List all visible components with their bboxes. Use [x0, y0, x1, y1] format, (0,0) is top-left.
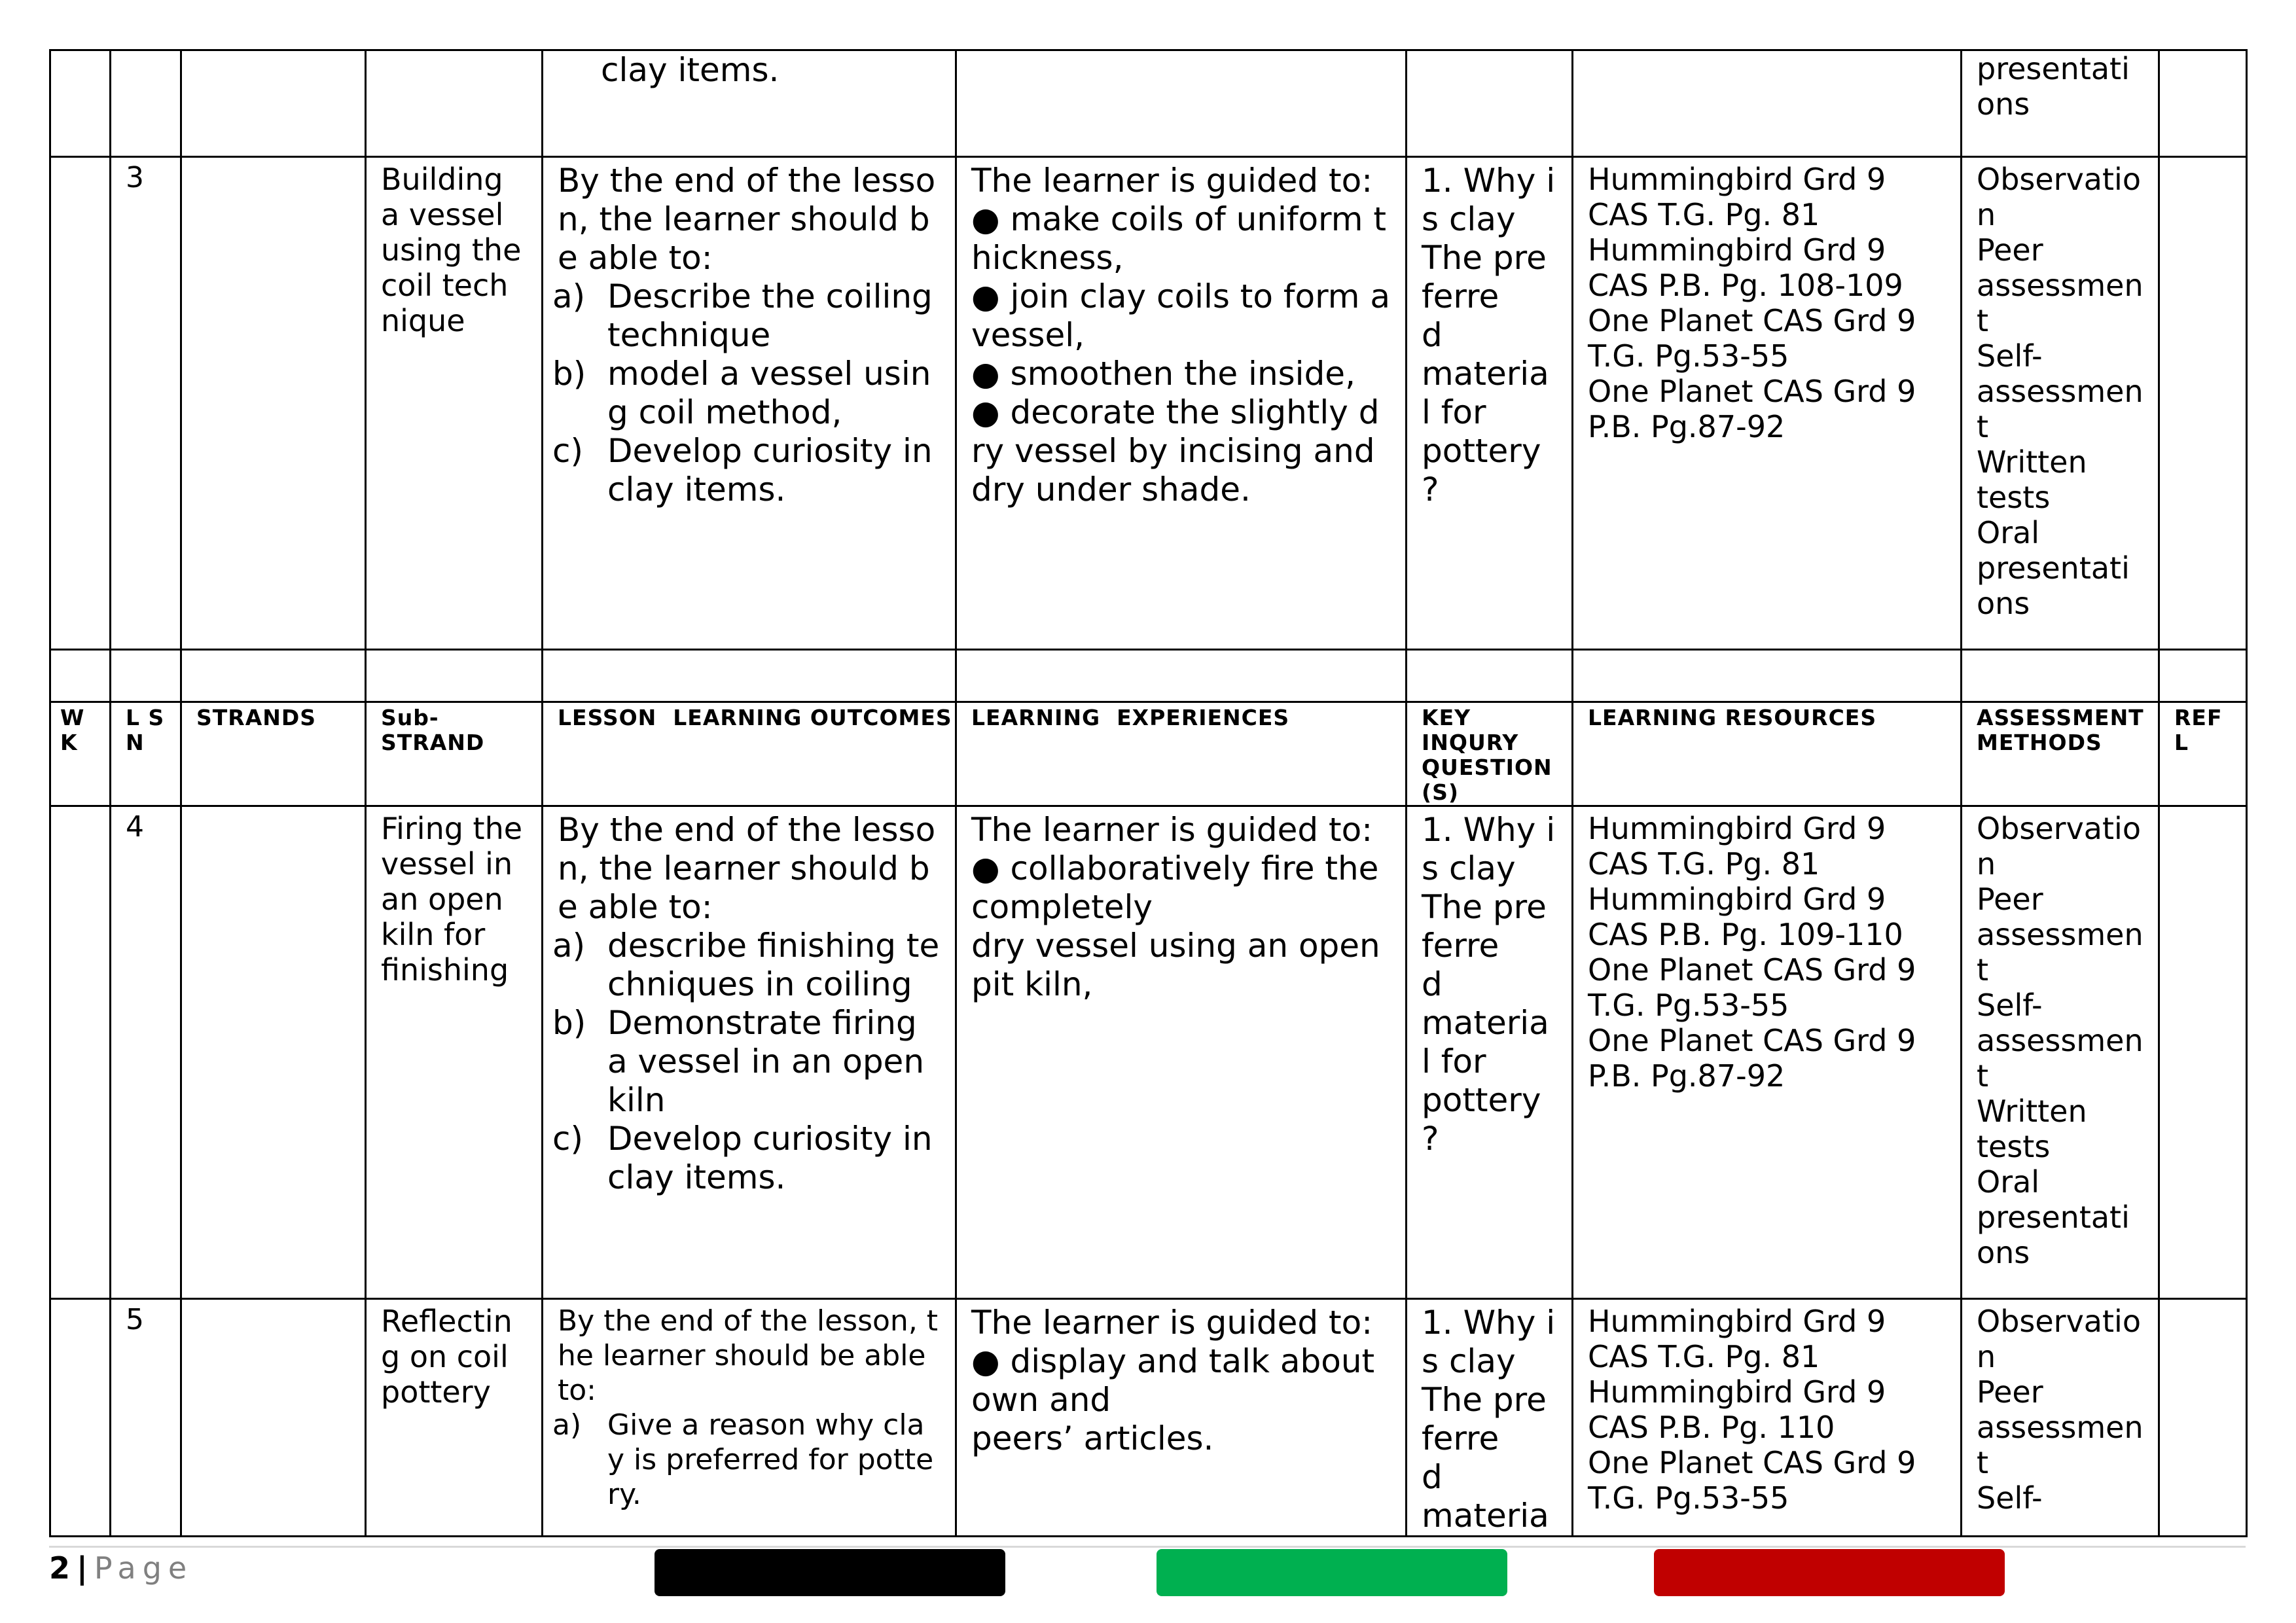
- assessment-methods: Observatio n Peer assessmen t Self- assessmen t Written tests Oral presentati ons: [1962, 806, 2159, 1299]
- lesson-row: [50, 806, 2247, 1299]
- outcome-list: [552, 277, 941, 509]
- learning-experiences: The learner is guided to: ● make coils of uniform thickness, ● join clay coils to form a vessel, ● smoothen the inside, ● decorate the slightly dry vessel by incising and dry under shade.: [956, 157, 1407, 650]
- flag-stripe-green: [1157, 1549, 1507, 1596]
- footer-rule: [49, 1546, 2246, 1548]
- header-wk: W K: [50, 702, 111, 806]
- spacer-row: [50, 650, 2247, 702]
- page-word: Page: [94, 1550, 194, 1586]
- outcome-item: b) Demonstrate firing a vessel in an open kiln: [552, 1004, 925, 1119]
- lesson-number: 5: [111, 1299, 181, 1537]
- header-outcomes: LESSON LEARNING OUTCOMES: [543, 702, 956, 806]
- strand-cell: [181, 1299, 366, 1537]
- header-reflection: REF L: [2159, 702, 2247, 806]
- outcome-item: a) Give a reason why clay is preferred for pottery.: [552, 1408, 934, 1511]
- page-separator: |: [77, 1550, 88, 1586]
- flag-stripe-red: [1654, 1549, 2005, 1596]
- outcome-tail: clay items.: [601, 51, 780, 89]
- reflection-cell: [2159, 157, 2247, 650]
- table-header-row: [50, 702, 2247, 806]
- lesson-number: 4: [111, 806, 181, 1299]
- header-key-question: KEY INQURY QUESTION (S): [1407, 702, 1573, 806]
- learning-experiences: The learner is guided to: ● display and talk about own and peers’ articles.: [956, 1299, 1407, 1537]
- sub-strand: Building a vessel using the coil technique: [366, 157, 543, 650]
- outcome-cell: [543, 50, 956, 157]
- learning-experiences: The learner is guided to: ● collaboratively fire the completely dry vessel using an open pit kiln,: [956, 806, 1407, 1299]
- key-inquiry-question: 1. Why is clay The preferre d materia l for pottery ?: [1407, 806, 1573, 1299]
- flag-stripe-black: [655, 1549, 1005, 1596]
- strand-cell: [181, 806, 366, 1299]
- reflection-cell: [2159, 1299, 2247, 1537]
- assessment-cell: presentati ons: [1962, 50, 2159, 157]
- learning-resources: Hummingbird Grd 9 CAS T.G. Pg. 81 Hummingbird Grd 9 CAS P.B. Pg. 108-109 One Planet CAS Grd 9 T.G. Pg.53-55 One Planet CAS Grd 9 P.B. Pg.87-92: [1573, 157, 1962, 650]
- learning-outcomes: By the end of the lesson, the learner should be able to: a) Describe the coiling technique b) model a vessel using coil method, c) Develop curiosity in clay items.: [543, 157, 956, 650]
- outcome-item: c) Develop curiosity in clay items.: [552, 1120, 933, 1196]
- strand-cell: [181, 157, 366, 650]
- page-number-footer: [49, 1550, 193, 1586]
- outcome-list: [552, 1408, 941, 1512]
- outcome-item: c) Develop curiosity in clay items.: [552, 432, 933, 508]
- lesson-row: [50, 157, 2247, 650]
- assessment-methods: Observatio n Peer assessmen t Self-: [1962, 1299, 2159, 1537]
- sub-strand: Firing the vessel in an open kiln for finishing: [366, 806, 543, 1299]
- header-resources: LEARNING RESOURCES: [1573, 702, 1962, 806]
- lesson-row: [50, 1299, 2247, 1537]
- lesson-number: 3: [111, 157, 181, 650]
- page-number: 2: [49, 1550, 71, 1586]
- header-experiences: LEARNING EXPERIENCES: [956, 702, 1407, 806]
- learning-outcomes: By the end of the lesson, the learner should be able to: a) Give a reason why clay is preferred for pottery.: [543, 1299, 956, 1537]
- outcome-item: b) model a vessel using coil method,: [552, 355, 931, 431]
- assessment-methods: Observatio n Peer assessmen t Self- assessmen t Written tests Oral presentati ons: [1962, 157, 2159, 650]
- key-inquiry-question: 1. Why is clay The preferre d materia: [1407, 1299, 1573, 1537]
- outcome-item: a) describe finishing techniques in coiling: [552, 927, 940, 1003]
- outcome-list: [552, 927, 941, 1197]
- header-strands: STRANDS: [181, 702, 366, 806]
- scheme-of-work-table: [49, 49, 2248, 1537]
- reflection-cell: [2159, 806, 2247, 1299]
- learning-outcomes: By the end of the lesson, the learner should be able to: a) describe finishing techniques in coiling b) Demonstrate firing a vessel in an open kiln c) Develop curiosity in clay items.: [543, 806, 956, 1299]
- header-lsn: L S N: [111, 702, 181, 806]
- sub-strand: Reflecting on coil pottery: [366, 1299, 543, 1537]
- outcome-item: a) Describe the coiling technique: [552, 277, 933, 354]
- continued-row: [50, 50, 2247, 157]
- learning-resources: Hummingbird Grd 9 CAS T.G. Pg. 81 Hummingbird Grd 9 CAS P.B. Pg. 110 One Planet CAS Grd 9 T.G. Pg.53-55: [1573, 1299, 1962, 1537]
- header-assessment: ASSESSMENT METHODS: [1962, 702, 2159, 806]
- header-sub-strand: Sub- STRAND: [366, 702, 543, 806]
- learning-resources: Hummingbird Grd 9 CAS T.G. Pg. 81 Hummingbird Grd 9 CAS P.B. Pg. 109-110 One Planet CAS Grd 9 T.G. Pg.53-55 One Planet CAS Grd 9 P.B. Pg.87-92: [1573, 806, 1962, 1299]
- key-inquiry-question: 1. Why is clay The preferre d materia l for pottery ?: [1407, 157, 1573, 650]
